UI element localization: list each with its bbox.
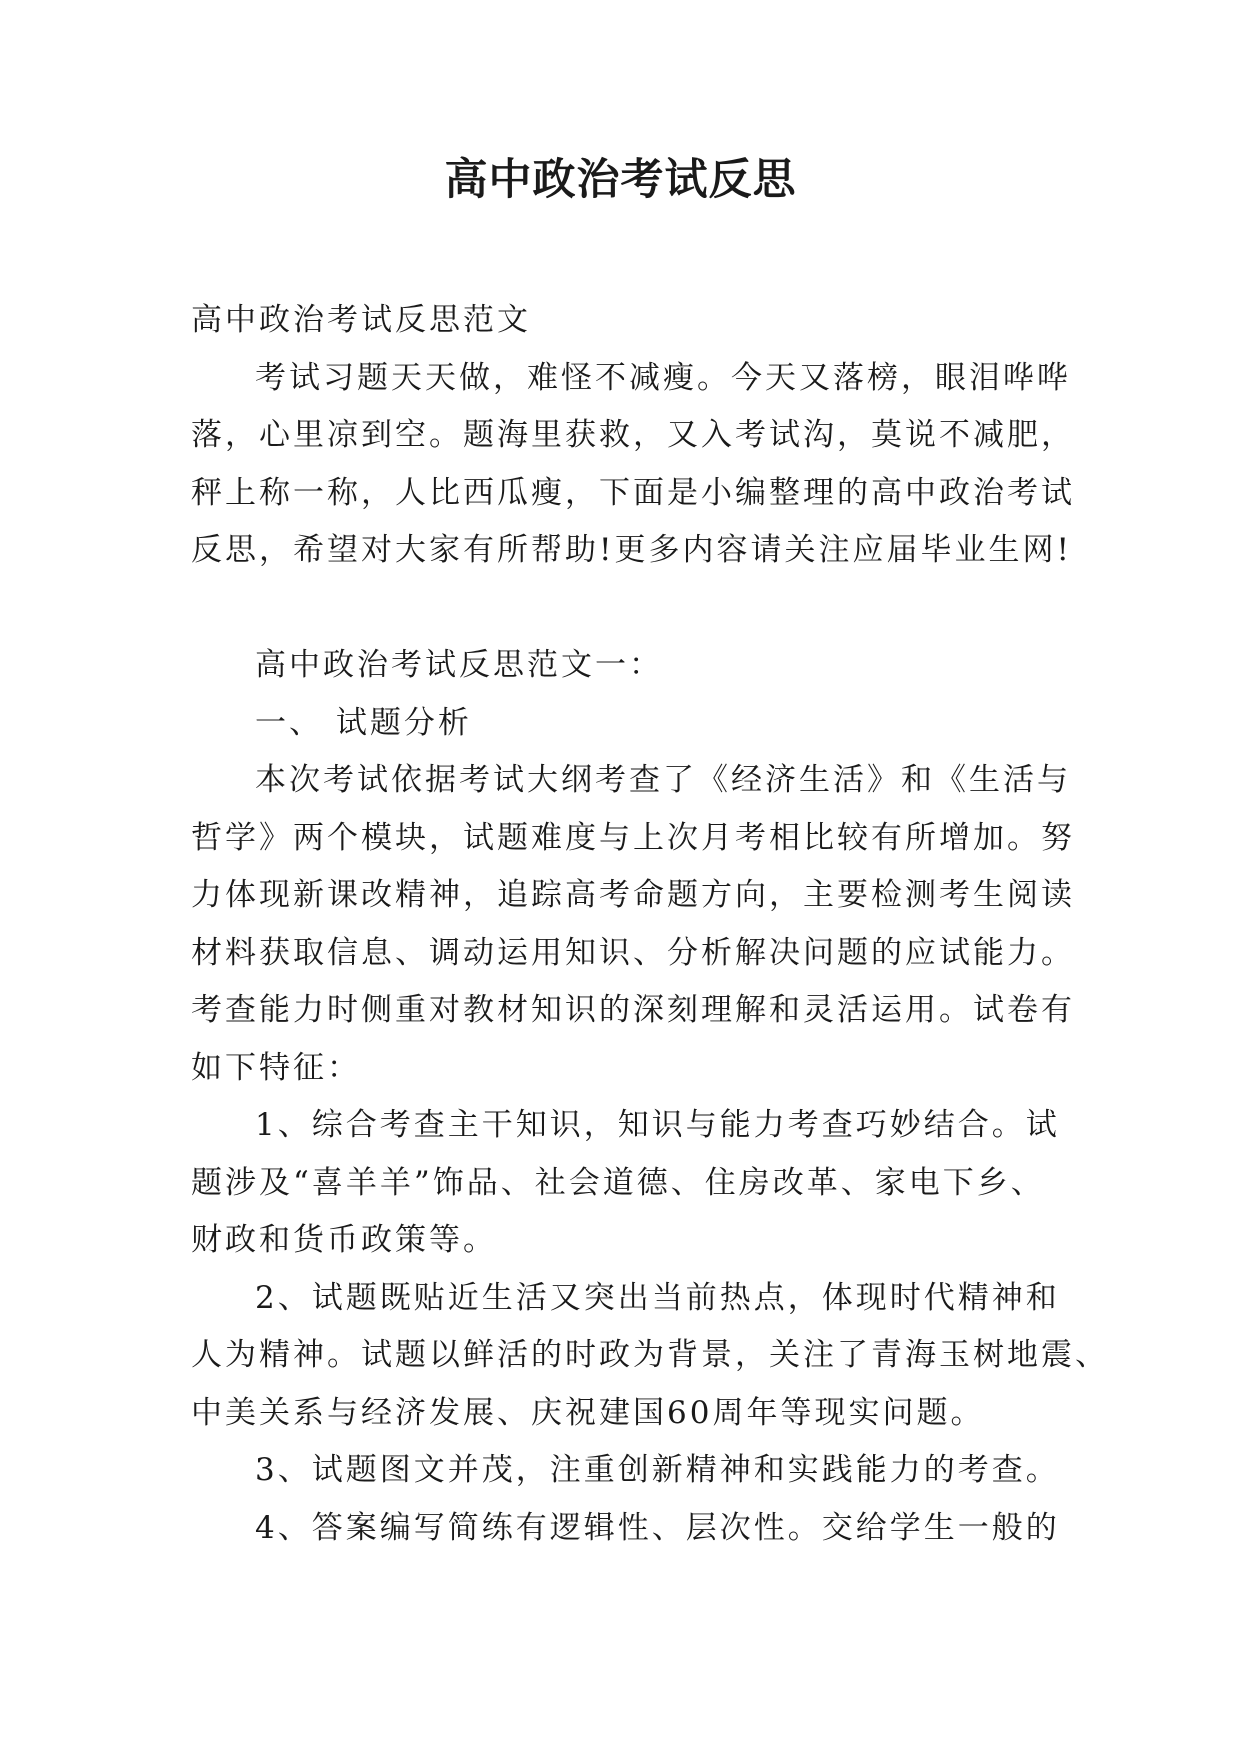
text-line: 本次考试依据考试大纲考查了《经济生活》和《生活与 xyxy=(255,762,1071,798)
paragraph-gap xyxy=(191,580,1053,638)
text-line: 人为精神。试题以鲜活的时政为背景，关注了青海玉树地震、 xyxy=(191,1337,1109,1373)
text-line: 题涉及“喜羊羊”饰品、社会道德、住房改革、家电下乡、 xyxy=(191,1164,1045,1201)
text-line: 考试习题天天做，难怪不减瘦。今天又落榜，眼泪哗哗 xyxy=(255,359,1071,396)
text-line: 1、综合考查主干知识，知识与能力考查巧妙结合。试 xyxy=(255,1107,1060,1143)
text-line: 2、试题既贴近生活又突出当前热点，体现时代精神和 xyxy=(255,1279,1060,1316)
text-line: 中美关系与经济发展、庆祝建国60周年等现实问题。 xyxy=(191,1394,985,1431)
text-line: 财政和货币政策等。 xyxy=(191,1222,497,1258)
document-title: 高中政治考试反思 xyxy=(444,155,797,205)
text-line: 高中政治考试反思范文一： xyxy=(255,647,663,683)
text-line: 一、 试题分析 xyxy=(255,704,472,741)
text-line: 如下特征： xyxy=(191,1049,361,1086)
text-line: 力体现新课改精神，追踪高考命题方向，主要检测考生阅读 xyxy=(191,877,1075,913)
text-line: 3、试题图文并茂，注重创新精神和实践能力的考查。 xyxy=(255,1452,1060,1488)
text-line: 高中政治考试反思范文 xyxy=(191,302,531,338)
text-line: 反思，希望对大家有所帮助!更多内容请关注应届毕业生网! xyxy=(191,532,1072,568)
document-body xyxy=(191,292,1109,1557)
text-line: 材料获取信息、调动运用知识、分析解决问题的应试能力。 xyxy=(191,934,1075,971)
text-line: 哲学》两个模块，试题难度与上次月考相比较有所增加。努 xyxy=(191,819,1075,856)
text-line: 考查能力时侧重对教材知识的深刻理解和灵活运用。试卷有 xyxy=(191,992,1075,1028)
text-line: 4、答案编写简练有逻辑性、层次性。交给学生一般的 xyxy=(255,1509,1060,1546)
text-line: 落，心里凉到空。题海里获救，又入考试沟，莫说不减肥， xyxy=(191,417,1075,453)
text-line: 秤上称一称，人比西瓜瘦，下面是小编整理的高中政治考试 xyxy=(191,474,1075,511)
